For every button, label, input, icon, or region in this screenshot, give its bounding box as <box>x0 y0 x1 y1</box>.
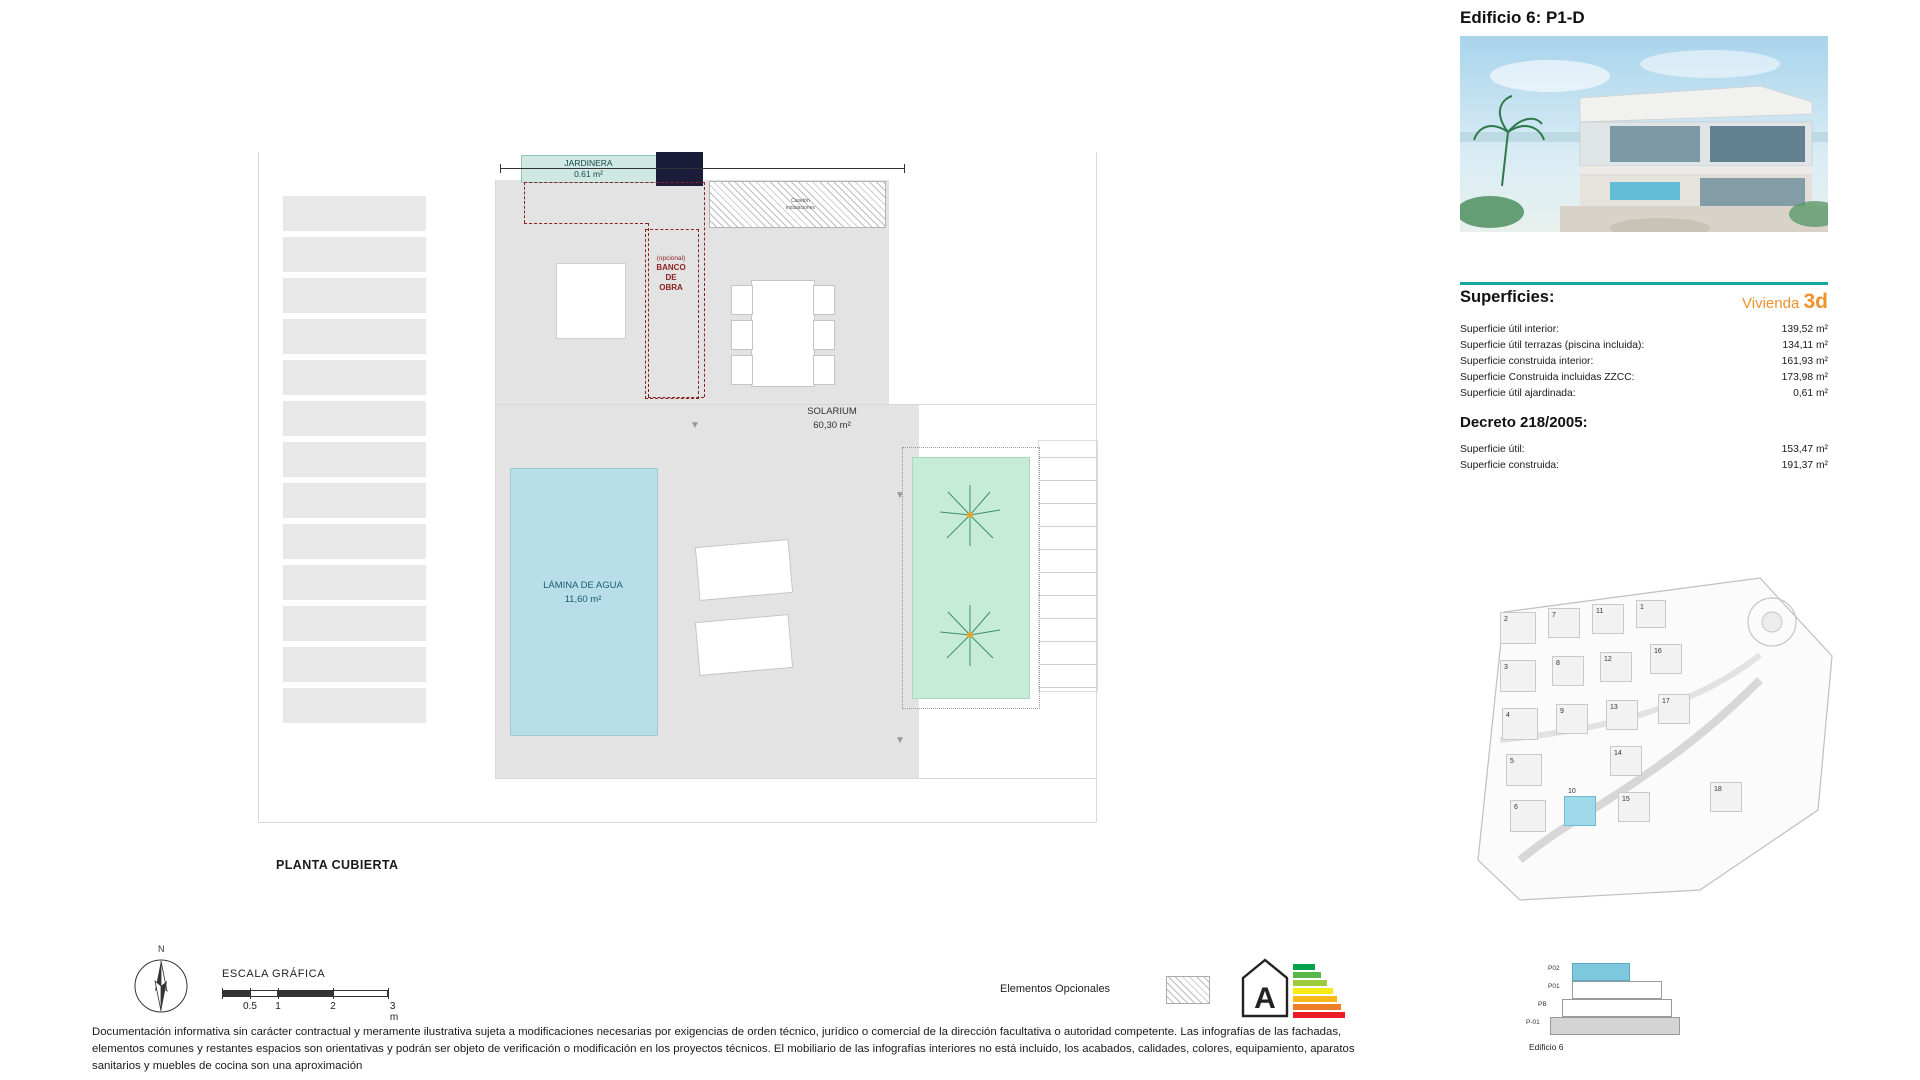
step <box>1038 687 1096 688</box>
building-block <box>283 401 426 436</box>
plant-icon <box>935 600 1005 670</box>
graphic-scale <box>222 968 399 1023</box>
lot-number: 2 <box>1504 616 1508 623</box>
lot-number: 5 <box>1510 758 1514 765</box>
lot-number: 11 <box>1596 608 1604 615</box>
optional-zone-edge <box>524 223 648 224</box>
section-level <box>1572 981 1662 999</box>
lot-block-highlighted[interactable] <box>1564 796 1596 826</box>
vivienda-label: Vivienda <box>1742 295 1800 312</box>
step <box>1038 549 1096 550</box>
svg-text:A: A <box>1254 982 1276 1015</box>
scale-tick-label: 2 <box>330 1001 336 1012</box>
lot-number: 14 <box>1614 750 1622 757</box>
step <box>1038 480 1096 481</box>
banco-de-obra-label <box>645 253 697 293</box>
optional-elements-legend-label: Elementos Opcionales <box>1000 983 1111 995</box>
surface-label: Superficie construida interior: <box>1460 356 1594 367</box>
lounger <box>695 614 793 676</box>
dimension-line-top <box>500 168 905 169</box>
plan-title: PLANTA CUBIERTA <box>276 858 399 872</box>
lot-number: 9 <box>1560 708 1564 715</box>
scale-segment <box>333 990 388 997</box>
section-level-label: PB <box>1538 1001 1547 1008</box>
chair <box>813 320 835 350</box>
surface-label: Superficie útil terrazas (piscina incluida): <box>1460 340 1645 351</box>
compass-icon <box>130 955 192 1017</box>
plan-frame-bottom <box>258 822 1096 823</box>
lot-number: 6 <box>1514 804 1518 811</box>
step <box>1038 641 1096 642</box>
jardinera-label <box>521 158 656 181</box>
adjacent-building-blocks <box>283 196 426 729</box>
lounger <box>695 539 793 601</box>
section-level-basement <box>1550 1017 1680 1035</box>
pool-label <box>510 579 656 607</box>
dimension-tick <box>904 164 905 173</box>
scale-tick-label: 3 m <box>389 1001 399 1023</box>
section-level-label: P02 <box>1548 965 1560 972</box>
step <box>1038 595 1096 596</box>
lot-number: 4 <box>1506 712 1510 719</box>
building-block <box>283 237 426 272</box>
page-title: Edificio 6: P1-D <box>1460 8 1585 27</box>
section-level-label: P-01 <box>1526 1019 1540 1026</box>
scale-tick-label: 0.5 <box>243 1001 257 1012</box>
banco-optional-tag: (opcional) <box>656 255 686 262</box>
info-panel <box>1455 0 1920 1080</box>
chair <box>813 355 835 385</box>
skylight-opening <box>556 263 626 339</box>
banco-line2: DE <box>665 273 677 283</box>
solarium-name: SOLARIUM <box>807 406 857 417</box>
dimension-tick <box>500 164 501 173</box>
optional-zone-edge <box>524 182 704 183</box>
banco-line1: BANCO <box>656 263 686 273</box>
section-level-label: P01 <box>1548 983 1560 990</box>
building-block <box>283 688 426 723</box>
lot-number: 16 <box>1654 648 1662 655</box>
chair <box>813 285 835 315</box>
surface-value: 173,98 m² <box>1781 372 1828 383</box>
surface-label: Superficie útil interior: <box>1460 324 1560 335</box>
hatch-label-line2: instalaciones <box>786 204 815 211</box>
scale-segment <box>222 990 250 997</box>
lot-number: 1 <box>1640 604 1644 611</box>
north-label: N <box>158 944 165 954</box>
scale-tick <box>333 988 334 999</box>
step <box>1038 526 1096 527</box>
site-location-map <box>1460 560 1840 905</box>
disclaimer-text: Documentación informativa sin carácter contractual y meramente ilustrativa sujeta a modificaciones necesarias por exigencias de orden técnico, jurídico o comercial de la dirección facultativa o autoridad competente. Las infografías de las fachadas, elementos comunes y restantes espacios son orientativas y podrán ser objeto de verificación o modificación en los proyectos técnicos. El mobiliario de las infografías interiores no está incluido, los acabados, calidades, colores, equipamiento, aparatos sanitarios y muebles de cocina son una aproximación <box>92 1026 1355 1073</box>
pool-name: LÁMINA DE AGUA <box>543 580 623 591</box>
building-section-diagram <box>1520 955 1780 1070</box>
pool-area-value: 11,60 m² <box>564 593 602 605</box>
jardinera-name: JARDINERA <box>564 158 613 168</box>
building-block <box>283 524 426 559</box>
surface-value: 0,61 m² <box>1793 388 1828 399</box>
building-block <box>283 196 426 231</box>
building-block <box>283 483 426 518</box>
building-block <box>283 278 426 313</box>
section-caption: Edificio 6 <box>1529 1042 1564 1052</box>
dark-roof-element <box>656 152 703 186</box>
dining-table <box>751 280 815 387</box>
lot-number: 3 <box>1504 664 1508 671</box>
surface-value: 161,93 m² <box>1781 356 1828 367</box>
lot-number: 10 <box>1568 788 1576 795</box>
scale-tick <box>388 988 389 999</box>
building-block <box>283 442 426 477</box>
plant-icon <box>935 480 1005 550</box>
scale-title: ESCALA GRÁFICA <box>222 968 326 980</box>
building-block <box>283 606 426 641</box>
lot-number: 17 <box>1662 698 1670 705</box>
building-block <box>283 319 426 354</box>
chair <box>731 355 753 385</box>
roof-slab-bottom <box>495 758 889 778</box>
hatched-volume-label <box>786 198 815 211</box>
decreto-value: 191,37 m² <box>1781 460 1828 471</box>
optional-elements-legend-swatch <box>1166 976 1210 1004</box>
step <box>1038 503 1096 504</box>
decreto-label: Superficie construida: <box>1460 460 1560 471</box>
step <box>1038 664 1096 665</box>
step <box>1038 572 1096 573</box>
building-block <box>283 647 426 682</box>
slope-arrow-icon: ▼ <box>895 735 905 746</box>
plan-edge-line <box>495 180 496 778</box>
vivienda-value: 3d <box>1803 290 1828 313</box>
scale-segment <box>250 990 278 997</box>
optional-zone-edge <box>704 182 705 397</box>
solarium-label <box>772 405 892 433</box>
superficies-heading: Superficies: <box>1460 288 1555 306</box>
plan-frame-left <box>258 152 259 822</box>
slope-arrow-icon: ▼ <box>690 420 700 431</box>
surface-label: Superficie Construida incluidas ZZCC: <box>1460 372 1635 383</box>
scale-tick <box>278 988 279 999</box>
slope-arrow-icon: ▼ <box>895 490 905 501</box>
optional-zone-edge <box>524 182 525 223</box>
section-level <box>1562 999 1672 1017</box>
chair <box>731 285 753 315</box>
step <box>1038 457 1096 458</box>
section-divider <box>1460 282 1828 285</box>
lot-number: 8 <box>1556 660 1560 667</box>
lot-number: 18 <box>1714 786 1722 793</box>
jardinera-area-value: 0.61 m² <box>574 169 603 180</box>
scale-tick <box>222 988 223 999</box>
step <box>1038 618 1096 619</box>
scale-bar <box>222 990 399 1023</box>
surface-label: Superficie útil ajardinada: <box>1460 388 1576 399</box>
energy-rating-badge <box>1235 952 1345 1024</box>
scale-segment <box>278 990 333 997</box>
lot-number: 12 <box>1604 656 1612 663</box>
lot-number: 15 <box>1622 796 1630 803</box>
lot-number: 13 <box>1610 704 1618 711</box>
scale-tick-label: 1 <box>275 1001 281 1012</box>
chair <box>731 320 753 350</box>
vivienda-type-badge <box>1742 290 1828 314</box>
plan-edge-line <box>495 778 1096 779</box>
stair-steps <box>1038 457 1096 687</box>
decreto-label: Superficie útil: <box>1460 444 1525 455</box>
surface-value: 134,11 m² <box>1782 340 1828 351</box>
lot-number: 7 <box>1552 612 1556 619</box>
building-render-image <box>1460 36 1828 232</box>
decreto-heading: Decreto 218/2005: <box>1460 414 1588 431</box>
section-level-current <box>1572 963 1630 981</box>
building-block <box>283 565 426 600</box>
solarium-area-value: 60,30 m² <box>813 419 851 431</box>
decreto-value: 153,47 m² <box>1781 444 1828 455</box>
scale-tick <box>250 988 251 999</box>
building-block <box>283 360 426 395</box>
banco-line3: OBRA <box>659 283 683 293</box>
energy-house-icon <box>1235 952 1345 1024</box>
hatch-label-line1: Casetón <box>791 198 810 204</box>
plan-edge-line <box>889 404 1096 405</box>
surface-value: 139,52 m² <box>1781 324 1828 335</box>
